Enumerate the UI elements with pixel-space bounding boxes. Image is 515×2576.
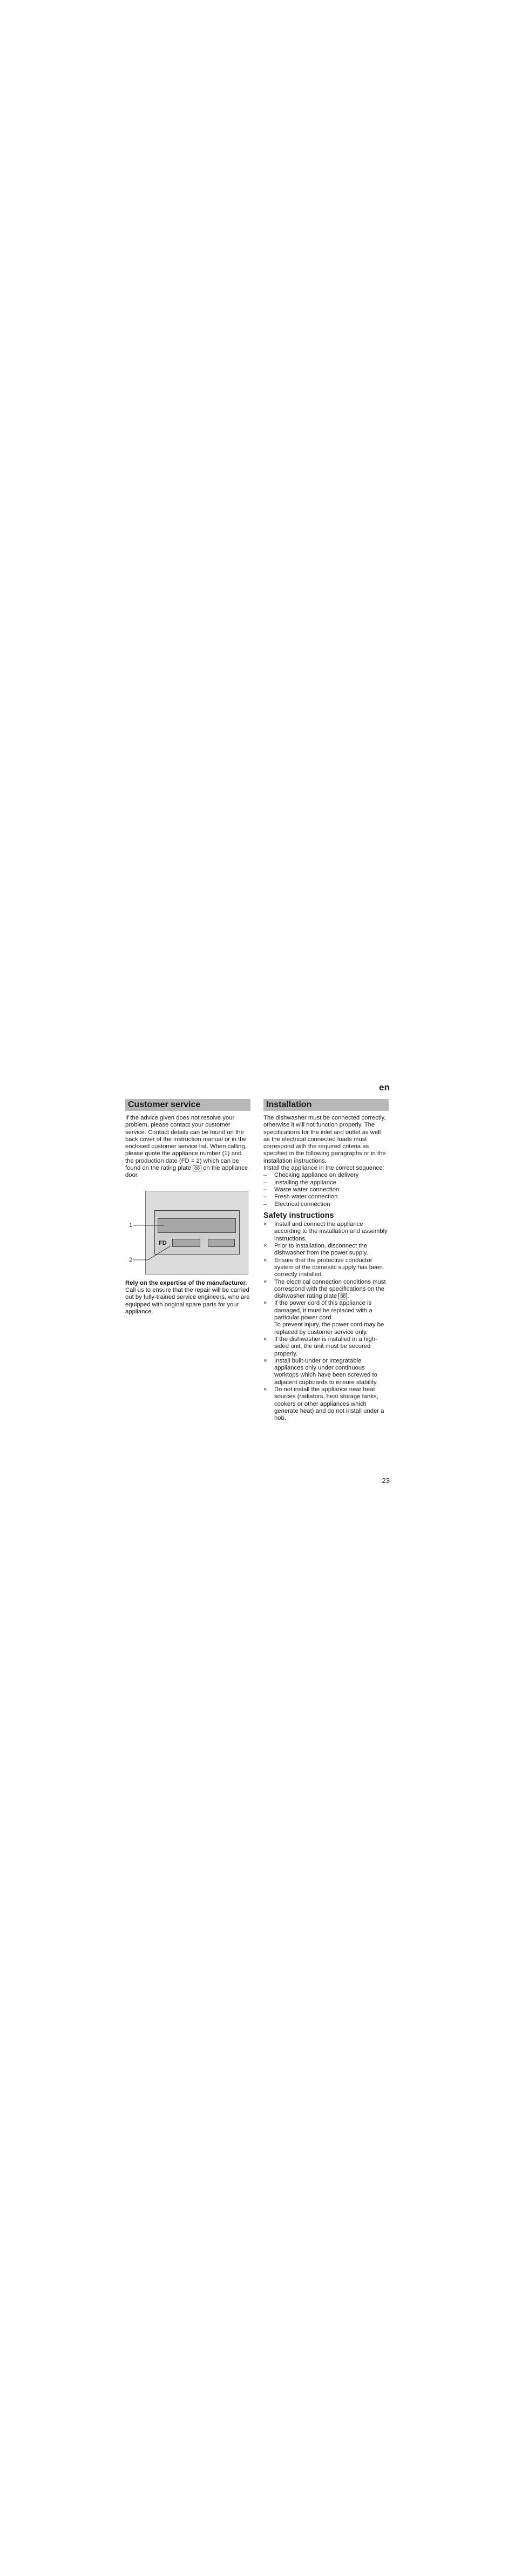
safety-heading: Safety instructions <box>263 1211 334 1220</box>
fd-label: FD <box>159 1239 167 1246</box>
dash-bullet: – <box>263 1193 267 1201</box>
sequence-list <box>263 1172 389 1208</box>
callout-2: 2 <box>129 1256 133 1263</box>
dash-bullet: – <box>263 1186 267 1193</box>
installation-intro: The dishwasher must be connected correctly, otherwise it will not function properly. The specifications for the inlet and outlet as well as the electrical connected loads must correspond with the required criteria as specified in the following paragraphs or in the installation instructions. <box>263 1115 386 1164</box>
list-item: × Install built-under or integratable appliances only under continuous worktops which have been screwed to adjacent cupboards to ensure stability. <box>263 1357 378 1386</box>
safety-list <box>263 1221 389 1422</box>
cross-bullet: × <box>263 1386 267 1393</box>
cross-bullet: × <box>263 1300 267 1307</box>
rating-plate-figure <box>125 1191 250 1274</box>
rely-bold: Rely on the expertise of the manufacturer. <box>125 1279 247 1286</box>
rating-plate-symbol: 88 <box>338 1293 347 1299</box>
installation-heading: Installation <box>263 1099 389 1111</box>
cross-bullet: × <box>263 1357 267 1364</box>
list-item: × If the dishwasher is installed in a high-sided unit, the unit must be secured properly. <box>263 1336 377 1357</box>
power-cord-note: To prevent injury, the power cord may be replaced by customer service only. <box>274 1321 384 1336</box>
dash-bullet: – <box>263 1172 267 1179</box>
dash-bullet: – <box>263 1201 267 1208</box>
cross-bullet: × <box>263 1336 267 1343</box>
page-number: 23 <box>382 1476 390 1485</box>
list-item: – Fresh water connection <box>263 1193 338 1201</box>
callout-1: 1 <box>129 1222 133 1229</box>
cross-bullet: × <box>263 1221 267 1228</box>
customer-service-intro-text: If the advice given does not resolve your problem, please contact your customer service. Contact details can be found on the back cover of the instruction manual or in the enclosed customer service list. When calling, please quote the appliance number (1) and the production date (FD = 2) which can be found on the rating plate <box>125 1115 247 1172</box>
list-item: – Electrical connection <box>263 1201 330 1208</box>
list-item: × Ensure that the protective conductor system of the domestic supply has been correctly installed. <box>263 1257 383 1278</box>
customer-service-intro-end: on the appliance door. <box>125 1165 248 1179</box>
cross-bullet: × <box>263 1257 267 1264</box>
list-item: × Prior to installation, disconnect the dishwasher from the power supply. <box>263 1243 368 1257</box>
sequence-intro: Install the appliance in the correct sequence: <box>263 1165 384 1172</box>
callout-line-2b <box>148 1246 171 1260</box>
list-item: × Install and connect the appliance according to the installation and assembly instructions. <box>263 1221 388 1242</box>
list-item: – Waste water connection <box>263 1186 340 1193</box>
installation-column <box>263 1099 389 1422</box>
list-item: × Do not install the appliance near heat sources (radiators, heat storage tanks, cookers or other appliances which generate heat) and do not install under a hob. <box>263 1386 384 1422</box>
list-item: × The electrical connection conditions must correspond with the specifications on the dishwasher rating plate 88 . <box>263 1278 386 1300</box>
rely-text: Call us to ensure that the repair will be carried out by fully-trained service engineers, who are equipped with original spare parts for your appliance. <box>125 1286 250 1315</box>
rely-paragraph <box>125 1280 250 1316</box>
cross-bullet: × <box>263 1243 267 1250</box>
cross-bullet: × <box>263 1278 267 1285</box>
list-item: × If the power cord of this appliance is damaged, it must be replaced with a particular power cord. To prevent injury, the power cord may be replaced by customer service only. <box>263 1300 384 1336</box>
rating-plate-symbol: 88 <box>193 1165 201 1171</box>
customer-service-intro <box>125 1115 250 1179</box>
language-marker: en <box>379 1082 390 1093</box>
list-item: – Checking appliance on delivery <box>263 1172 359 1179</box>
callout-lines <box>125 1191 250 1274</box>
dash-bullet: – <box>263 1179 267 1186</box>
list-item: – Installing the appliance <box>263 1179 336 1186</box>
customer-service-column <box>125 1099 250 1316</box>
customer-service-heading: Customer service <box>125 1099 250 1111</box>
